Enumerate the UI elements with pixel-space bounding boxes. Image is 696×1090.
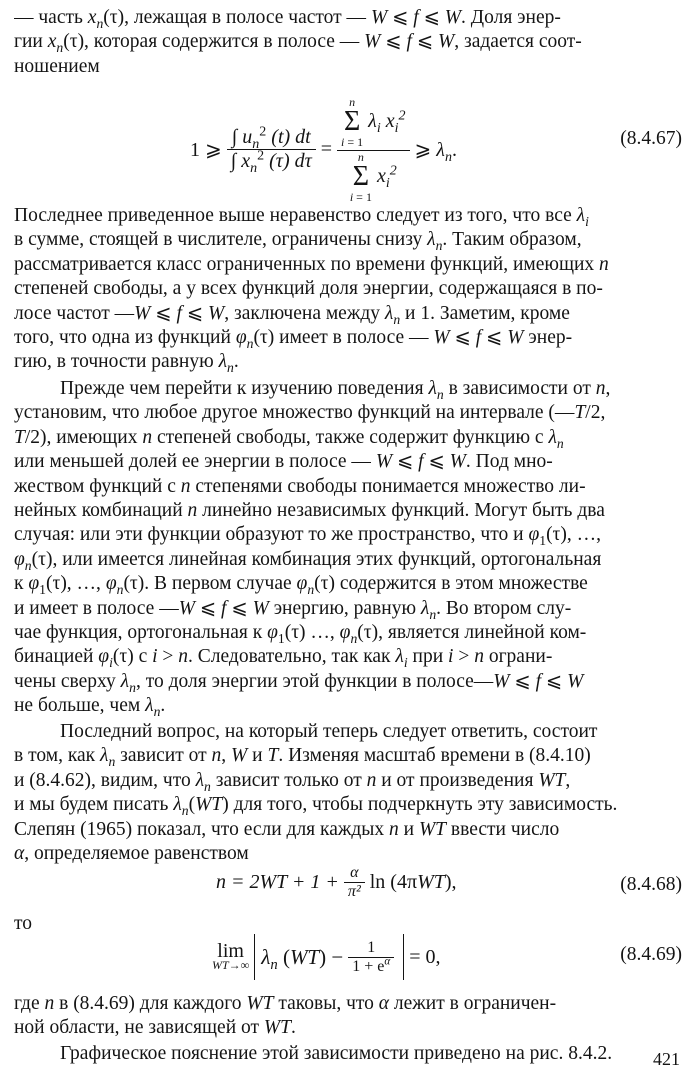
lambda-sum-fraction: n Σ i = 1 $\lambda_i$ $x_i^2$ n Σ i = 1 $x_i^2$ bbox=[337, 96, 409, 203]
paragraph-lambda-bound: Последнее приведенное выше неравенство следует из того, что все $\lambda_i$ в сумме, стоящей в числителе, ограничены снизу $\lambda_n$. Таким образом, рассматривается класс ограниченных по времени функций, имеющих n степеней свободы, а у всех функций доля энергии, содержащаяся в по- лосе частот —W ⩽ f ⩽ W, заключена между $\lambda_n$ и 1. Заметим, кроме того, что одна из функций $\varphi_n(\tau)$ имеет в полосе — W ⩽ f ⩽ W энер- гию, в точности равную $\lambda_n$. bbox=[14, 205, 609, 375]
equation-tag: (8.4.68) bbox=[620, 874, 682, 895]
equation-tag: (8.4.67) bbox=[620, 128, 682, 149]
paragraph-slepian: Последний вопрос, на который теперь следует ответить, состоит в том, как $\lambda_n$ зависит от n, W и T. Изменяя масштаб времени в (8.4.10) и (8.4.62), видим, что $\lambda_n$ зависит только от n и от произведения WT, и мы будем писать $\lambda_n(WT)$ для того, чтобы подчеркнуть эту зависимость. Слепян (1965) показал, что если для каждых n и WT ввести число α, определяемое равенством bbox=[14, 721, 618, 865]
equation-8-4-69: lim WT→∞ $\lambda_n$ (WT) − $\frac{1}{1 + e^\alpha}$ = 0, (8.4.69) bbox=[0, 930, 696, 984]
paragraph-intro: — часть $x_n(\tau)$, лежащая в полосе частот — W ⩽ f ⩽ W. Доля энер- гии $x_n(\tau)$, которая содержится в полосе — W ⩽ f ⩽ W, задается соот- ношением bbox=[14, 7, 582, 77]
paragraph-figure-explanation: Графическое пояснение этой зависимости приведено на рис. 8.4.2. bbox=[60, 1043, 613, 1064]
paragraph-then: то bbox=[14, 913, 33, 934]
equation-8-4-67: 1 ⩾ $\frac{\int u_n^2 (t) dt}{\int x_n^2 (\tau) d\tau}$ = n Σ i = 1 $\lambda_i$ $x_i^2$ n Σ i = 1 $x_i^2$ ⩾ $\lambda_n$. (8.4.67) bbox=[190, 95, 682, 204]
energy-ratio-fraction: $\frac{\int u_n^2 (t) dt}{\int x_n^2 (\tau) d\tau}$ bbox=[227, 126, 316, 173]
equation-tag: (8.4.69) bbox=[620, 944, 682, 965]
page-number: 421 bbox=[653, 1049, 680, 1069]
paragraph-degrees-of-freedom: Прежде чем перейти к изучению поведения $\lambda_n$ в зависимости от n, установим, что любое другое множество функций на интервале (—T/2, T/2), имеющих n степеней свободы, также содержит функцию с $\lambda_n$ или меньшей долей ее энергии в полосе — W ⩽ f ⩽ W. Под мно- жеством функций с n степенями свободы понимается множество ли- нейных комбинаций n линейно независимых функций. Могут быть два случая: или эти функции образуют то же пространство, что и $\varphi_1(\tau)$, …, $\varphi_n(\tau)$, или имеется линейная комбинация этих функций, ортогональная к $\varphi_1(\tau)$, …, $\varphi_n(\tau)$. В первом случае $\varphi_n(\tau)$ содержится в этом множестве и имеет в полосе —W ⩽ f ⩽ W энергию, равную $\lambda_n$. Во втором слу- чае функция, ортогональная к $\varphi_1(\tau)$ …, $\varphi_n(\tau)$, является линейной ком- бинацией $\varphi_i(\tau)$ с i > n. Следовательно, так как $\lambda_i$ при i > n ограни- чены сверху $\lambda_n$, то доля энергии этой функции в полосе—W ⩽ f ⩽ W не больше, чем $\lambda_n$. bbox=[14, 378, 611, 719]
equation-8-4-68: n = 2WT + 1 + $\frac{\alpha}{\text{π²}}$ ln (4πWT), (8.4.68) bbox=[216, 864, 682, 900]
paragraph-alpha-bounded: где n в (8.4.69) для каждого WT таковы, что α лежит в ограничен- ной области, не зависящей от WT. bbox=[14, 993, 557, 1039]
